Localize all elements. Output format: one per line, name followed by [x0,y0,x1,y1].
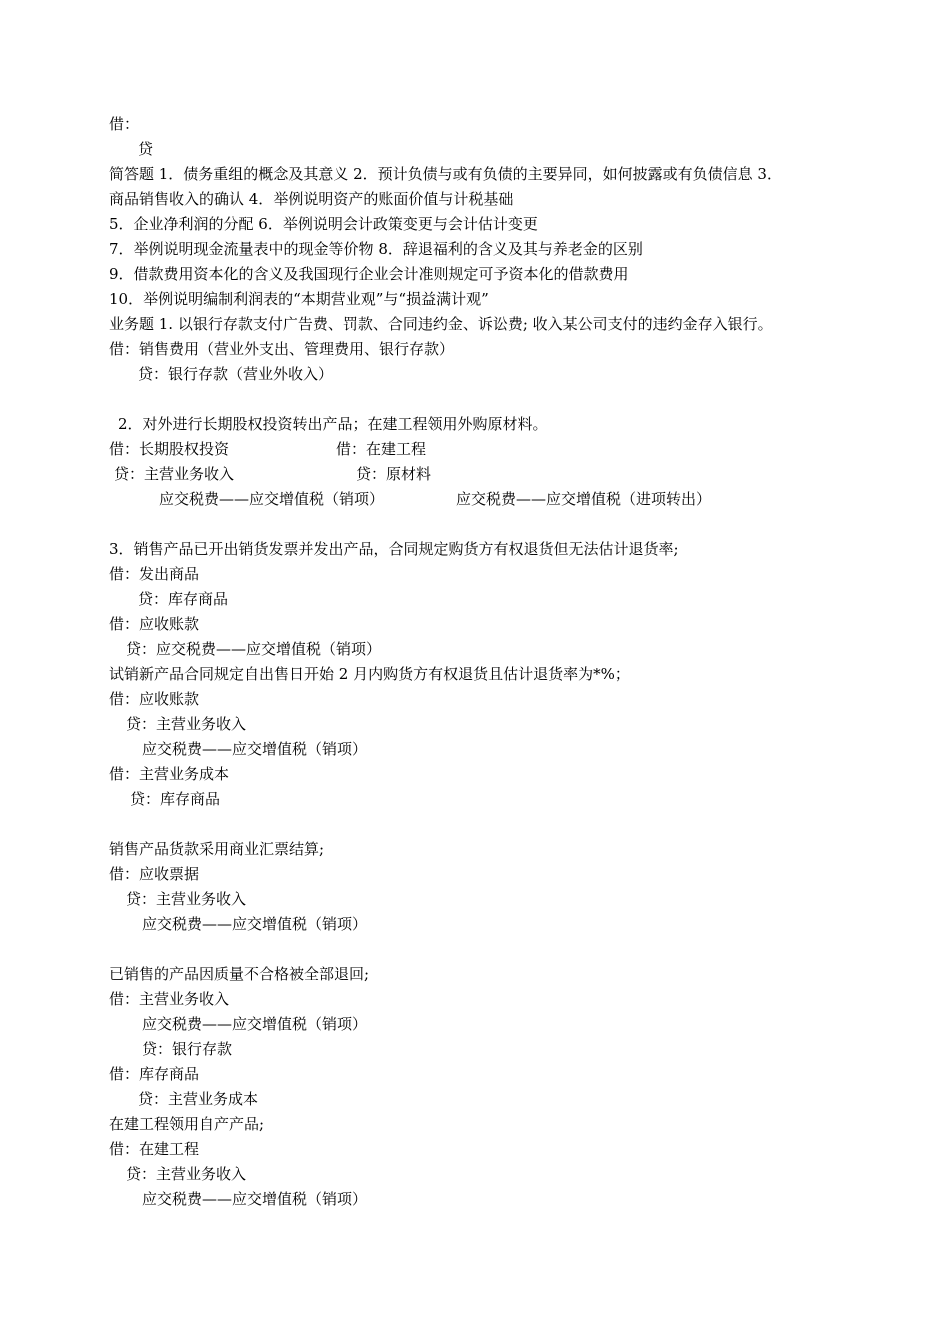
text-line: 借：主营业务收入 [109,990,230,1008]
text-line: 贷：银行存款（营业外收入） [138,365,334,383]
text-line: 贷：应交税费——应交增值税（销项） [126,640,382,658]
text-line: 借：主营业务成本 [109,765,230,783]
text-line: 9．借款费用资本化的含义及我国现行企业会计准则规定可予资本化的借款费用 [109,265,629,283]
text-line: 贷：主营业务收入 [126,715,247,733]
text-line: 贷：主营业务成本 [138,1090,259,1108]
text-line: 贷：主营业务收入 [114,465,235,483]
text-line: 借：在建工程 [336,440,427,458]
text-line: 商品销售收入的确认 4．举例说明资产的账面价值与计税基础 [109,190,514,208]
text-line: 贷：原材料 [356,465,432,483]
text-line: 贷：库存商品 [130,790,221,808]
text-line: 简答题 1．债务重组的概念及其意义 2．预计负债与或有负债的主要异同，如何披露或有负债信息 3． [109,165,782,183]
text-line: 借：应收账款 [109,690,200,708]
text-line: 在建工程领用自产产品; [109,1115,265,1133]
text-line: 借：销售费用（营业外支出、管理费用、银行存款） [109,340,455,358]
text-line: 应交税费——应交增值税（销项） [142,915,368,933]
text-line: 借：长期股权投资 [109,440,230,458]
text-line: 应交税费——应交增值税（销项） [142,740,368,758]
text-line: 贷：主营业务收入 [126,890,247,908]
text-line: 已销售的产品因质量不合格被全部退回; [109,965,370,983]
text-line: 销售产品货款采用商业汇票结算; [109,840,325,858]
text-line: 借：在建工程 [109,1140,200,1158]
text-line: 10．举例说明编制利润表的“本期营业观”与“损益满计观” [109,290,489,308]
text-line: 业务题 1. 以银行存款支付广告费、罚款、合同违约金、诉讼费; 收入某公司支付的违约金存入银行。 [109,315,773,333]
text-line: 5．企业净利润的分配 6．举例说明会计政策变更与会计估计变更 [109,215,538,233]
text-line: 借：应收账款 [109,615,200,633]
text-line: 应交税费——应交增值税（销项） [142,1190,368,1208]
text-line: 贷：库存商品 [138,590,229,608]
text-line: 应交税费——应交增值税（销项） [142,1015,368,1033]
text-line: 贷 [138,140,154,158]
text-line: 7．举例说明现金流量表中的现金等价物 8．辞退福利的含义及其与养老金的区别 [109,240,643,258]
text-line: 试销新产品合同规定自出售日开始 2 月内购货方有权退货且估计退货率为*%； [109,665,630,683]
text-line: 借： [109,115,140,133]
text-line: 借：发出商品 [109,565,200,583]
text-line: 应交税费——应交增值税（销项） [159,490,385,508]
text-line: 2．对外进行长期股权投资转出产品；在建工程领用外购原材料。 [118,415,548,433]
text-line: 贷：银行存款 [142,1040,233,1058]
text-line: 贷：主营业务收入 [126,1165,247,1183]
text-line: 3．销售产品已开出销货发票并发出产品，合同规定购货方有权退货但无法估计退货率; [109,540,679,558]
text-line: 应交税费——应交增值税（进项转出） [456,490,712,508]
text-line: 借：库存商品 [109,1065,200,1083]
text-line: 借：应收票据 [109,865,200,883]
